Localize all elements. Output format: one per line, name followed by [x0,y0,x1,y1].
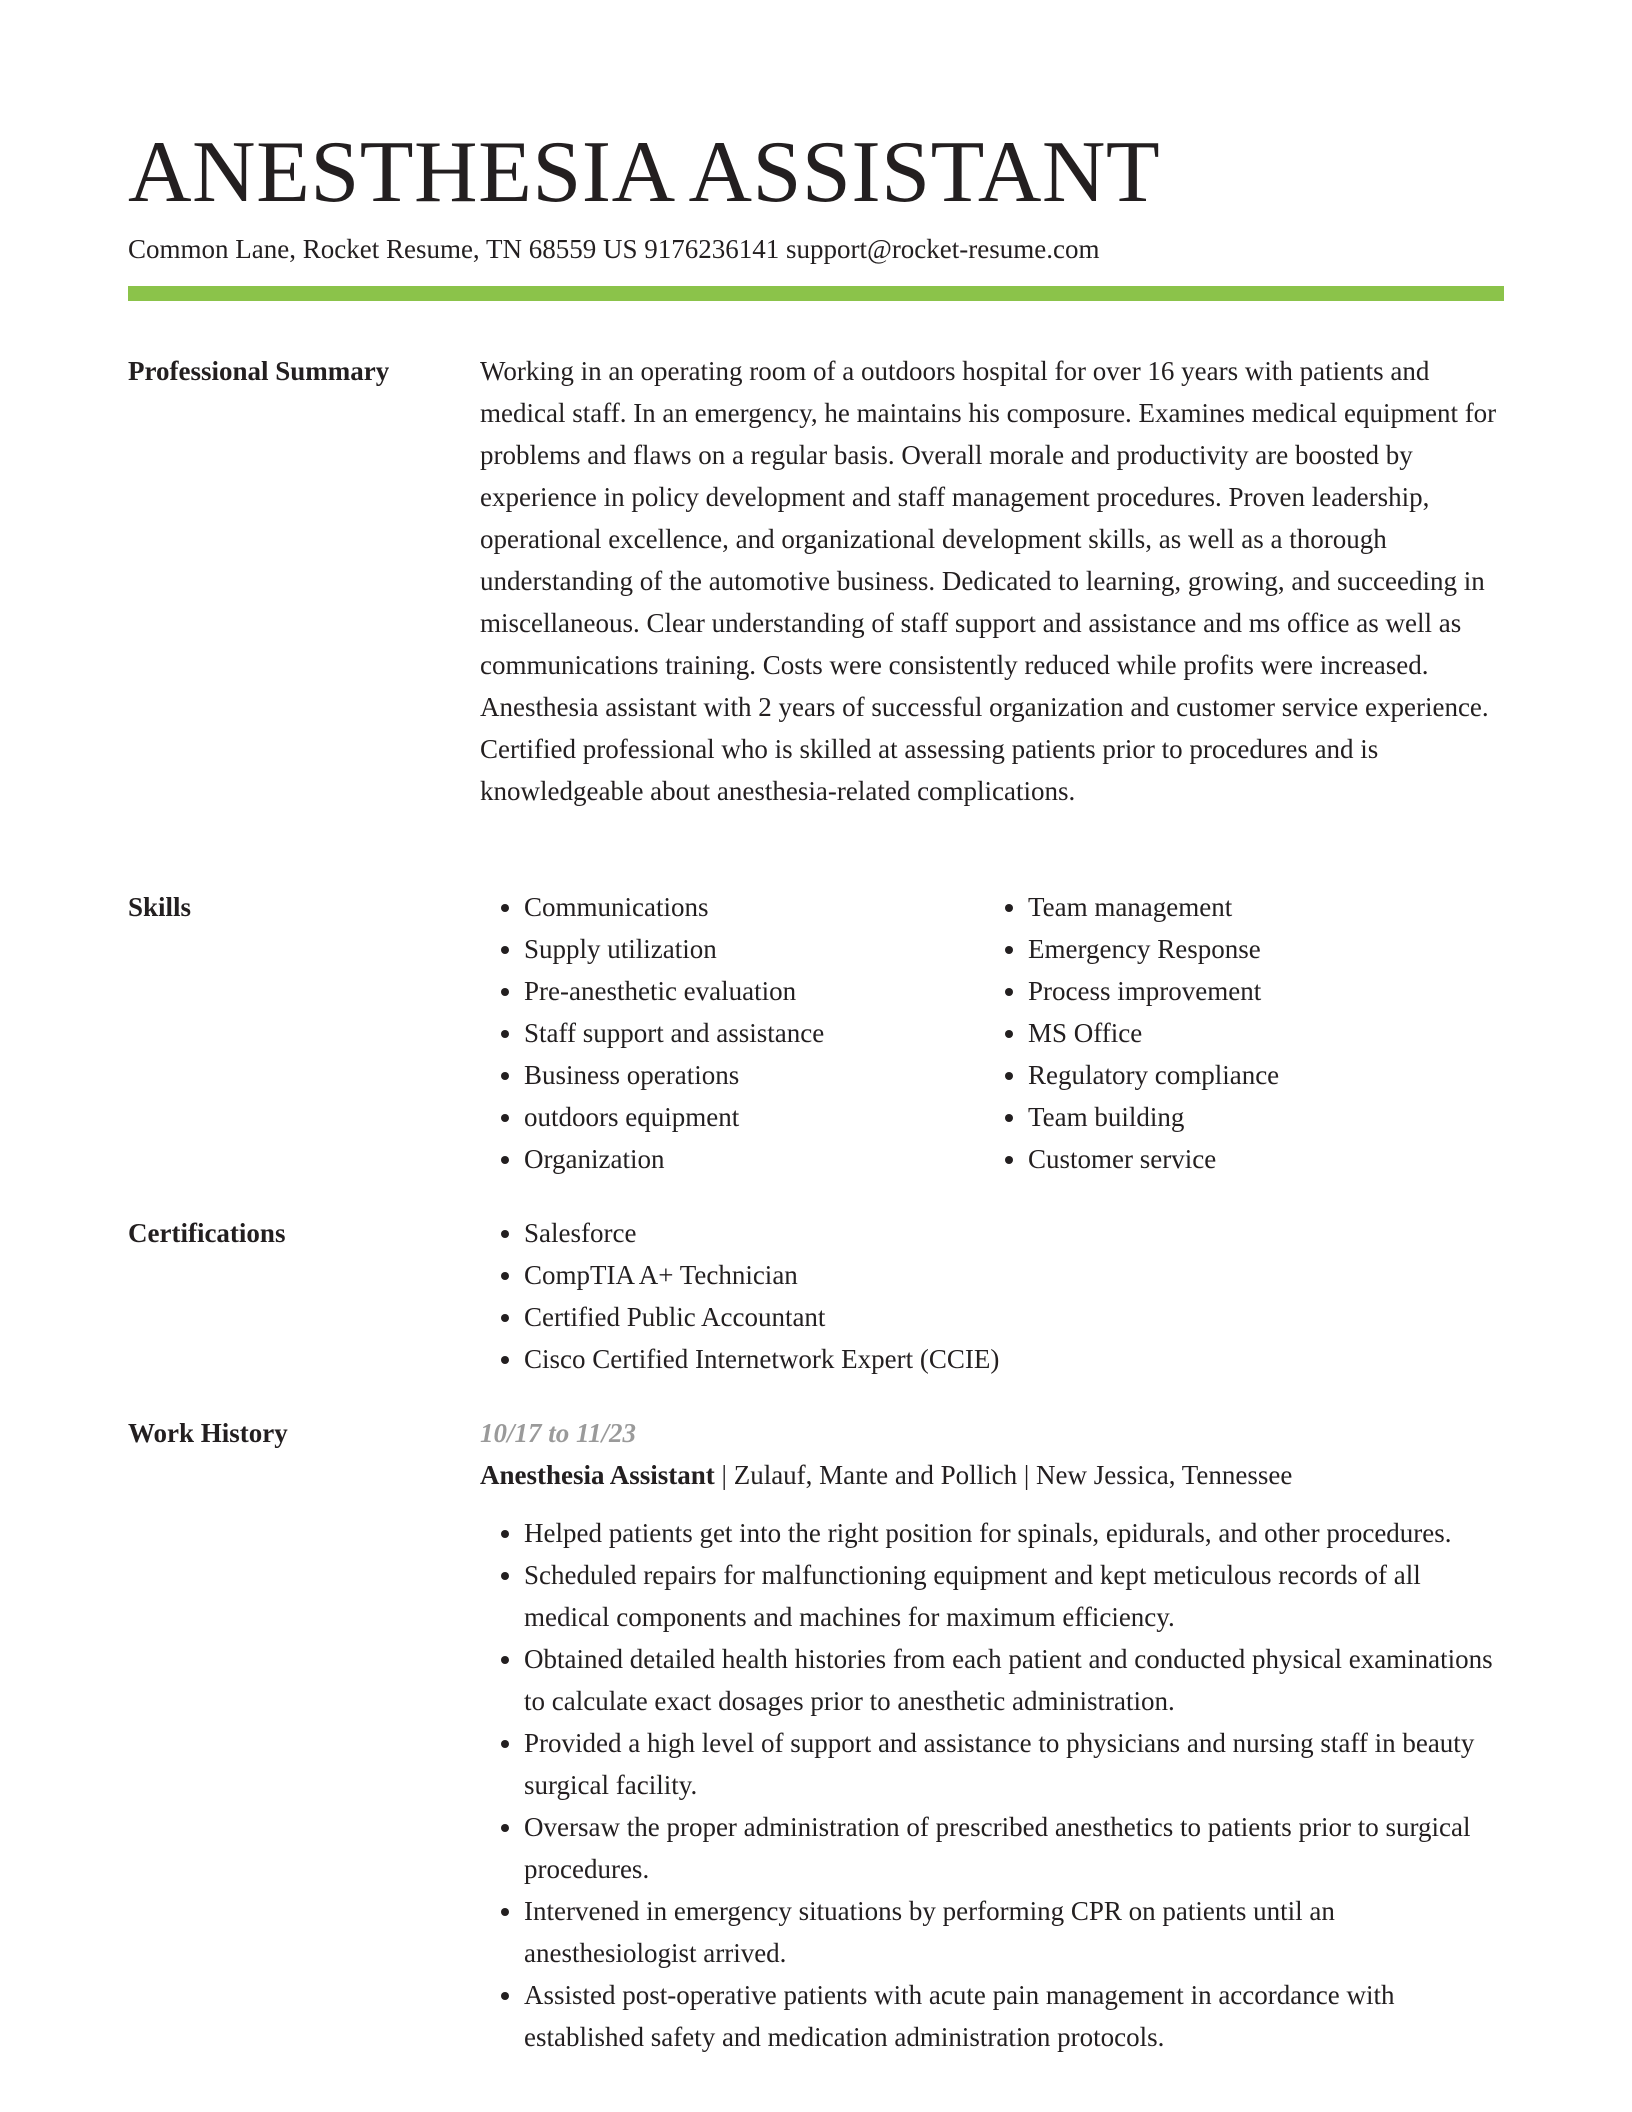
skill-item: • Regulatory compliance [1028,1054,1488,1096]
certification-item: • CompTIA A+ Technician [524,1254,1504,1296]
skill-item: • Business operations [524,1054,984,1096]
certifications-heading: Certifications [128,1218,286,1248]
skills-body [480,886,1504,1180]
skill-item: • Emergency Response [1028,928,1488,970]
job-heading-line [480,1454,1504,1496]
job-bullet: • Oversaw the proper administration of prescribed anesthetics to patients prior to surgical procedures. [524,1806,1504,1890]
skill-item: • Staff support and assistance [524,1012,984,1054]
resume-name-heading: ANESTHESIA ASSISTANT [128,124,1161,221]
skills-heading: Skills [128,892,192,922]
header-divider [128,286,1504,301]
skill-item: • Team management [1028,886,1488,928]
skills-columns [480,886,1504,1180]
summary-heading: Professional Summary [128,356,390,386]
certification-item: • Salesforce [524,1212,1504,1254]
work-history-heading: Work History [128,1418,288,1448]
skill-item: • MS Office [1028,1012,1488,1054]
job-bullet: • Assisted post-operative patients with acute pain management in accordance with established safety and medication administration protocols. [524,1974,1504,2058]
summary-text: Working in an operating room of a outdoors hospital for over 16 years with patients and medical staff. In an emergency, he maintains his composure. Examines medical equipment for problems and flaws on a regular basis. Overall morale and productivity are boosted by experience in policy development and staff management procedures. Proven leadership, operational excellence, and organizational development skills, as well as a thorough understanding of the automotive business. Dedicated to learning, growing, and succeeding in miscellaneous. Clear understanding of staff support and assistance and ms office as well as communications training. Costs were consistently reduced while profits were increased. Anesthesia assistant with 2 years of successful organization and customer service experience. Certified professional who is skilled at assessing patients prior to procedures and is knowledgeable about anesthesia-related complications. [480,356,1497,806]
job-bullet: • Helped patients get into the right position for spinals, epidurals, and other procedures. [524,1512,1504,1554]
job-bullet: • Scheduled repairs for malfunctioning equipment and kept meticulous records of all medical components and machines for maximum efficiency. [524,1554,1504,1638]
skill-item: • outdoors equipment [524,1096,984,1138]
skill-item: • Communications [524,886,984,928]
certifications-list [480,1212,1504,1380]
job-employer-location: | Zulauf, Mante and Pollich | New Jessica, Tennessee [714,1460,1293,1490]
certifications-body [480,1212,1504,1380]
job-dates: 10/17 to 11/23 [480,1418,637,1448]
skill-item: • Organization [524,1138,984,1180]
skill-item: • Team building [1028,1096,1488,1138]
contact-info: Common Lane, Rocket Resume, TN 68559 US 9176236141 support@rocket-resume.com [128,234,1100,264]
skill-item: • Customer service [1028,1138,1488,1180]
skill-item: • Process improvement [1028,970,1488,1012]
summary-body [480,350,1504,812]
job-bullet: • Obtained detailed health histories from each patient and conducted physical examinations to calculate exact dosages prior to anesthetic administration. [524,1638,1504,1722]
work-history-body [480,1412,1504,2058]
skill-item: • Supply utilization [524,928,984,970]
certification-item: • Cisco Certified Internetwork Expert (CCIE) [524,1338,1504,1380]
skills-list-left [480,886,984,1180]
skills-list-right [984,886,1488,1180]
job-title: Anesthesia Assistant [480,1460,715,1490]
skill-item: • Pre-anesthetic evaluation [524,970,984,1012]
job-bullet: • Provided a high level of support and assistance to physicians and nursing staff in beauty surgical facility. [524,1722,1504,1806]
job-bullets-list [480,1512,1504,2058]
job-bullet: • Intervened in emergency situations by performing CPR on patients until an anesthesiologist arrived. [524,1890,1504,1974]
certification-item: • Certified Public Accountant [524,1296,1504,1338]
